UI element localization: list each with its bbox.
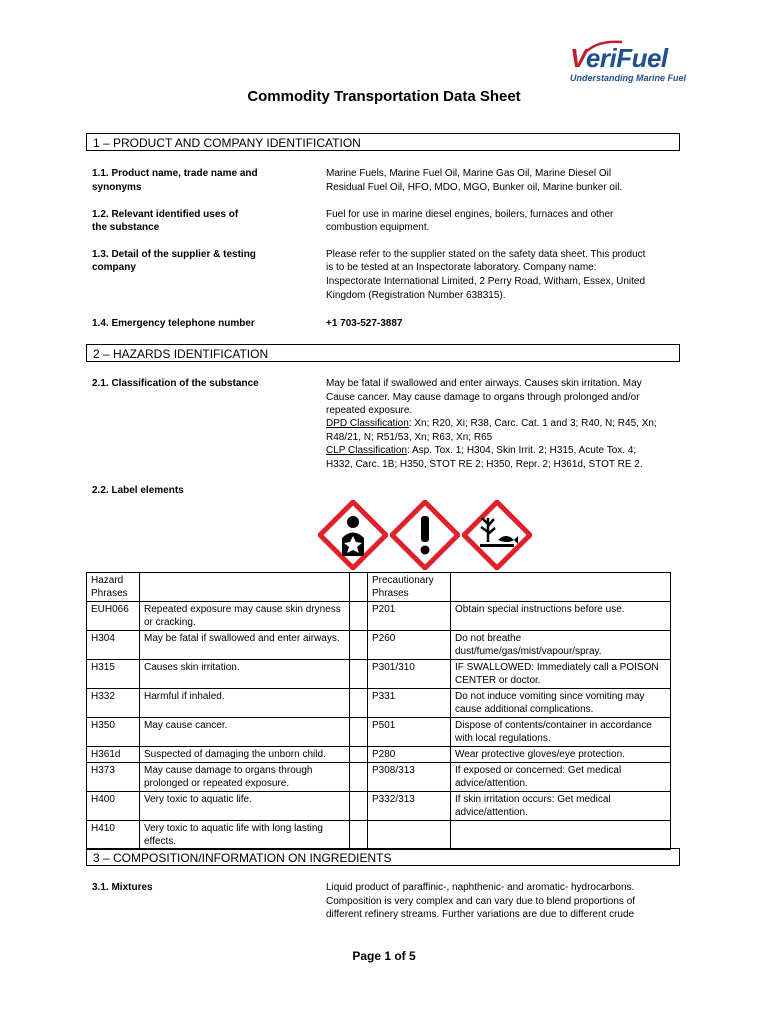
field-value: combustion equipment. — [326, 222, 430, 233]
table-cell — [350, 660, 368, 689]
table-cell: P332/313 — [368, 792, 451, 821]
section-heading-1: 1 – PRODUCT AND COMPANY IDENTIFICATION — [86, 133, 680, 151]
table-cell: H373 — [87, 763, 140, 792]
table-cell: If exposed or concerned: Get medical advice/attention. — [451, 763, 671, 792]
table-cell: P280 — [368, 747, 451, 763]
table-cell: Causes skin irritation. — [140, 660, 350, 689]
table-cell: Obtain special instructions before use. — [451, 602, 671, 631]
table-cell: Dispose of contents/container in accordance with local regulations. — [451, 718, 671, 747]
field-value: R48/21, N; R51/53, Xn; R63, Xn; R65 — [326, 432, 493, 443]
table-cell: Do not induce vomiting since vomiting may cause additional complications. — [451, 689, 671, 718]
field-label: 1.3. Detail of the supplier & testing — [92, 249, 256, 260]
logo-wordmark: VeriFuel — [570, 43, 668, 73]
page-number: Page 1 of 5 — [352, 949, 416, 963]
table-row — [87, 821, 671, 850]
clp-classification: CLP Classification: Asp. Tox. 1; H304, Skin Irrit. 2; H315, Acute Tox. 4; — [326, 445, 637, 456]
field-value: Kingdom (Registration Number 638315). — [326, 290, 506, 301]
table-cell: P308/313 — [368, 763, 451, 792]
table-cell: H410 — [87, 821, 140, 850]
section-heading-3: 3 – COMPOSITION/INFORMATION ON INGREDIENTS — [86, 848, 680, 866]
field-label: 1.2. Relevant identified uses of — [92, 209, 239, 220]
table-cell: H315 — [87, 660, 140, 689]
table-header-cell: Hazard Phrases — [87, 573, 140, 602]
field-value: Liquid product of paraffinic-, naphthenic- and aromatic- hydrocarbons. — [326, 882, 635, 893]
table-header-cell: Precautionary Phrases — [368, 573, 451, 602]
table-cell: May cause damage to organs through prolonged or repeated exposure. — [140, 763, 350, 792]
table-row — [87, 718, 671, 747]
table-cell — [350, 718, 368, 747]
exclamation-mark-icon — [390, 500, 460, 570]
field-value: repeated exposure. — [326, 405, 413, 416]
environment-hazard-icon — [462, 500, 532, 570]
dpd-classification: DPD Classification: Xn; R20, Xi; R38, Carc. Cat. 1 and 3; R40, N; R45, Xn; — [326, 418, 657, 429]
emergency-phone: +1 703-527-3887 — [326, 318, 403, 329]
verifuel-logo — [566, 42, 686, 88]
table-cell — [350, 631, 368, 660]
table-row — [87, 631, 671, 660]
field-value: Marine Fuels, Marine Fuel Oil, Marine Gas Oil, Marine Diesel Oil — [326, 168, 612, 179]
field-label: 3.1. Mixtures — [92, 882, 153, 893]
table-cell: H332 — [87, 689, 140, 718]
table-cell: If skin irritation occurs: Get medical advice/attention. — [451, 792, 671, 821]
table-cell: Harmful if inhaled. — [140, 689, 350, 718]
field-value: Composition is very complex and can vary due to blend proportions of — [326, 896, 636, 907]
table-cell: Wear protective gloves/eye protection. — [451, 747, 671, 763]
field-label: synonyms — [92, 182, 142, 193]
table-cell: Do not breathe dust/fume/gas/mist/vapour/spray. — [451, 631, 671, 660]
logo-tagline: Understanding Marine Fuel — [570, 73, 687, 83]
field-value: Fuel for use in marine diesel engines, boilers, furnaces and other — [326, 209, 614, 220]
table-header-cell — [451, 573, 671, 602]
table-cell: Very toxic to aquatic life. — [140, 792, 350, 821]
table-row — [87, 689, 671, 718]
table-cell: P331 — [368, 689, 451, 718]
field-value: May be fatal if swallowed and enter airways. Causes skin irritation. May — [326, 378, 642, 389]
section-heading-2: 2 – HAZARDS IDENTIFICATION — [86, 344, 680, 362]
table-row — [87, 747, 671, 763]
field-value: is to be tested at an Inspectorate laboratory. Company name: — [326, 262, 597, 273]
health-hazard-icon — [318, 500, 388, 570]
field-label: 1.1. Product name, trade name and — [92, 168, 258, 179]
table-cell: Repeated exposure may cause skin dryness or cracking. — [140, 602, 350, 631]
table-cell: P501 — [368, 718, 451, 747]
table-header-cell — [140, 573, 350, 602]
table-header-cell — [350, 573, 368, 602]
table-cell — [350, 689, 368, 718]
field-value: Cause cancer. May cause damage to organs through prolonged and/or — [326, 392, 640, 403]
field-value: different refinery streams. Further variations are due to different crude — [326, 909, 635, 920]
table-row — [87, 602, 671, 631]
table-cell: Suspected of damaging the unborn child. — [140, 747, 350, 763]
field-label: the substance — [92, 222, 160, 233]
table-cell: IF SWALLOWED: Immediately call a POISON CENTER or doctor. — [451, 660, 671, 689]
table-cell — [368, 821, 451, 850]
field-value: Inspectorate International Limited, 2 Perry Road, Witham, Essex, United — [326, 276, 646, 287]
table-cell — [350, 602, 368, 631]
table-row — [87, 660, 671, 689]
table-cell: H400 — [87, 792, 140, 821]
table-cell: P260 — [368, 631, 451, 660]
field-label: company — [92, 262, 136, 273]
table-header-row — [87, 573, 671, 602]
table-row — [87, 792, 671, 821]
table-cell — [451, 821, 671, 850]
table-cell: H350 — [87, 718, 140, 747]
table-cell: P201 — [368, 602, 451, 631]
table-cell: H304 — [87, 631, 140, 660]
field-value: Residual Fuel Oil, HFO, MDO, MGO, Bunker oil, Marine bunker oil. — [326, 182, 623, 193]
table-cell: May be fatal if swallowed and enter airways. — [140, 631, 350, 660]
table-cell: Very toxic to aquatic life with long lasting effects. — [140, 821, 350, 850]
table-cell — [350, 821, 368, 850]
field-label: 1.4. Emergency telephone number — [92, 318, 255, 329]
document-title: Commodity Transportation Data Sheet — [247, 88, 521, 105]
table-cell — [350, 792, 368, 821]
table-cell — [350, 747, 368, 763]
table-cell: P301/310 — [368, 660, 451, 689]
table-row — [87, 763, 671, 792]
table-cell — [350, 763, 368, 792]
table-cell: EUH066 — [87, 602, 140, 631]
hazard-phrases-table — [86, 572, 671, 850]
field-value: H332, Carc. 1B; H350, STOT RE 2; H350, Repr. 2; H361d, STOT RE 2. — [326, 459, 643, 470]
field-value: Please refer to the supplier stated on the safety data sheet. This product — [326, 249, 646, 260]
field-label: 2.1. Classification of the substance — [92, 378, 259, 389]
table-cell: May cause cancer. — [140, 718, 350, 747]
table-cell: H361d — [87, 747, 140, 763]
field-label: 2.2. Label elements — [92, 485, 184, 496]
